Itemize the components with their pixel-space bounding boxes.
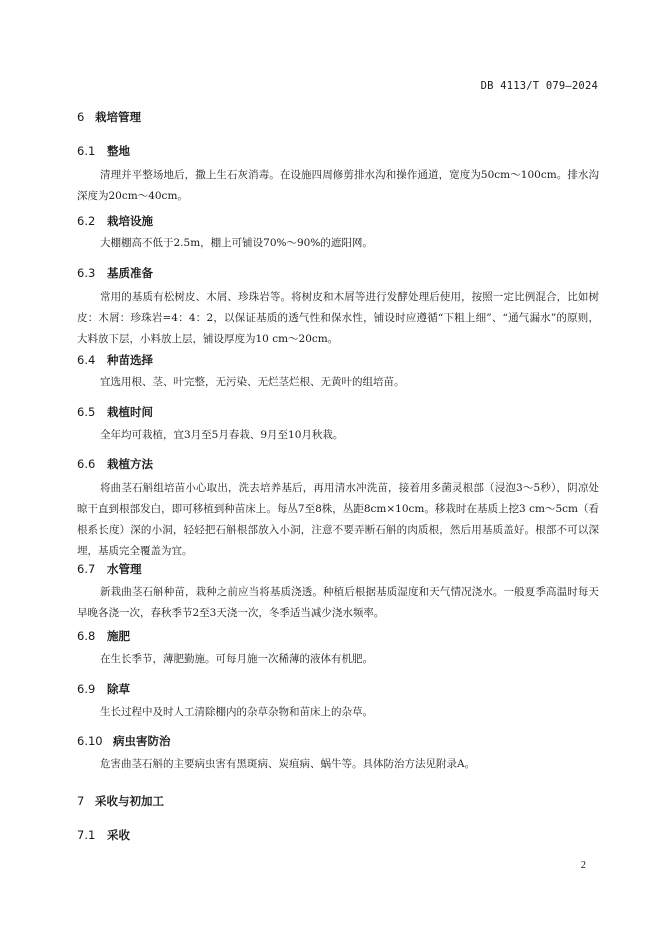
section-text-6-2: 大棚棚高不低于2.5m，棚上可铺设70%～90%的遮阳网。	[100, 237, 373, 249]
section-number: 6.4	[77, 353, 96, 367]
section-number: 6.7	[77, 562, 96, 576]
section-title: 施肥	[107, 629, 130, 643]
section-number: 6.3	[77, 266, 96, 280]
section-text-6-10: 危害曲茎石斛的主要病虫害有黑斑病、炭疽病、蜗牛等。具体防治方法见附录A。	[100, 758, 476, 770]
section-number: 6.2	[77, 214, 96, 228]
section-number: 6.1	[77, 144, 96, 158]
section-heading-6-4	[77, 352, 153, 368]
section-number: 6.6	[77, 457, 96, 471]
section-heading-6-3	[77, 265, 153, 281]
section-title: 栽培设施	[107, 214, 153, 228]
section-heading-6-9	[77, 681, 130, 697]
section-number: 6.10	[77, 734, 103, 748]
section-text-6-4: 宜选用根、茎、叶完整，无污染、无烂茎烂根、无黄叶的组培苗。	[100, 376, 405, 388]
section-text-6-6: 将曲茎石斛组培苗小心取出，洗去培养基后，再用清水冲洗苗，接着用多菌灵根部（浸泡3～5秒），阴凉处晾干直到根部发白，即可移植到种苗床上。每丛7至8株，丛距8cm×10cm。移栽时在基质上挖3 cm～5cm（看根系长度）深的小洞，轻轻把石斛根部放入小洞，注意不要弄断石斛的肉质根，然后用基质盖好。根部不可以深埋，基质完全覆盖为宜。	[77, 482, 599, 557]
section-heading-6-8	[77, 628, 130, 644]
section-title: 整地	[107, 144, 130, 158]
section-heading-6	[77, 109, 141, 125]
section-text-6-8: 在生长季节，薄肥勤施。可每月施一次稀薄的液体有机肥。	[100, 653, 373, 665]
doc-code-header: DB 4113/T 079—2024	[480, 80, 598, 92]
section-number: 6.5	[77, 405, 96, 419]
section-heading-7-1	[77, 827, 130, 843]
section-title: 栽培管理	[95, 110, 141, 124]
section-title: 种苗选择	[107, 353, 153, 367]
section-number: 6.8	[77, 629, 96, 643]
section-text-6-7: 新栽曲茎石斛种苗，栽种之前应当将基质浇透。种植后根据基质湿度和天气情况浇水。一般夏季高温时每天早晚各浇一次，春秋季节2至3天浇一次，冬季适当减少浇水频率。	[77, 586, 599, 619]
section-title: 病虫害防治	[113, 734, 171, 748]
section-number: 6	[77, 110, 85, 124]
section-title: 采收与初加工	[95, 794, 164, 808]
section-number: 7.1	[77, 828, 96, 842]
page-number: 2	[580, 860, 586, 871]
section-title: 栽植时间	[107, 405, 153, 419]
section-text-6-9: 生长过程中及时人工清除棚内的杂草杂物和苗床上的杂草。	[100, 706, 373, 718]
section-title: 栽植方法	[107, 457, 153, 471]
section-title: 采收	[107, 828, 130, 842]
section-title: 基质准备	[107, 266, 153, 280]
section-text-6-3: 常用的基质有松树皮、木屑、珍珠岩等。将树皮和木屑等进行发酵处理后使用，按照一定比例混合，比如树皮：木屑：珍珠岩=4：4：2，以保证基质的透气性和保水性，铺设时应遵循“下粗上细”、“通气漏水”的原则，大料放下层，小料放上层，铺设厚度为10 cm～20cm。	[77, 291, 599, 345]
section-heading-7	[77, 793, 164, 809]
section-heading-6-7	[77, 561, 142, 577]
section-title: 水管理	[107, 562, 142, 576]
section-number: 6.9	[77, 682, 96, 696]
section-text-6-1: 清理并平整场地后，撒上生石灰消毒。在设施四周修剪排水沟和操作通道，宽度为50cm～100cm。排水沟深度为20cm～40cm。	[77, 169, 599, 202]
section-heading-6-1	[77, 143, 130, 159]
section-heading-6-6	[77, 456, 153, 472]
section-heading-6-2	[77, 213, 153, 229]
section-title: 除草	[107, 682, 130, 696]
section-heading-6-5	[77, 404, 153, 420]
section-heading-6-10	[77, 733, 171, 749]
section-text-6-5: 全年均可栽植，宜3月至5月春栽、9月至10月秋栽。	[100, 429, 344, 441]
section-number: 7	[77, 794, 85, 808]
